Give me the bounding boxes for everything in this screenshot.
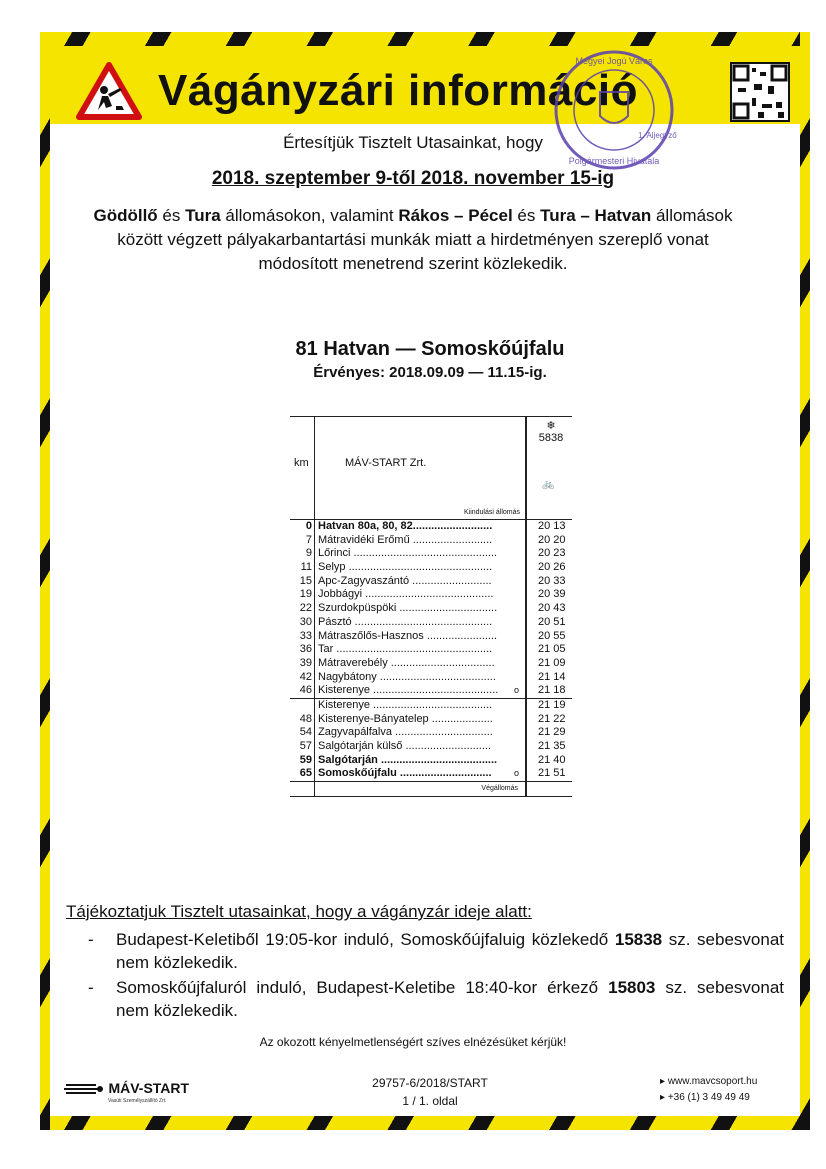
station-name: Jobbágyi .......................................... [318, 588, 494, 601]
roadwork-warning-icon [76, 62, 142, 120]
qr-code [730, 62, 790, 122]
time-value: 21 05 [538, 643, 566, 656]
notice-text: állomások között végzett pályakarbantartási munkák miatt a hirdetményen szereplő vonat módosított menetrend szerint közlekedik. [117, 206, 733, 273]
info-title: Tájékoztatjuk Tisztelt utasainkat, hogy a vágányzár ideje alatt: [66, 902, 532, 921]
timetable-header [290, 416, 572, 519]
km-value: 57 [299, 740, 312, 752]
station-name: Apc-Zagyvaszántó .......................... [318, 574, 492, 587]
arrow-icon: ▸ [660, 1092, 668, 1103]
station-name: Mátraverebély .................................. [318, 656, 495, 669]
station-name: Salgótarján ...................................... [318, 753, 498, 766]
station-name: Hatvan 80a, 80, 82.......................... [318, 520, 493, 532]
time-value: 21 09 [538, 656, 566, 669]
document-ref: 29757-6/2018/START [372, 1076, 488, 1090]
list-item [88, 928, 784, 974]
km-value: 42 [299, 670, 312, 683]
station-name: Selyp ............................................... [318, 561, 493, 574]
bullet-dash: - [88, 930, 94, 949]
timetable-row [290, 726, 572, 740]
timetable-row [290, 657, 572, 671]
timetable-validity: Érvényes: 2018.09.09 — 11.15-ig. [313, 364, 547, 381]
time-value: 20 33 [538, 574, 566, 587]
page-title: Vágányzári információ [158, 66, 638, 115]
mav-start-logo [64, 1080, 189, 1104]
timetable-row [290, 561, 572, 575]
station-name: Somoskőújfalu .............................. [318, 767, 492, 780]
intro-line: Értesítjük Tisztelt Utasainkat, hogy [283, 133, 543, 152]
end-station-row [290, 781, 572, 797]
timetable-row [290, 547, 572, 561]
time-value: 21 14 [538, 670, 566, 683]
km-value: 36 [299, 643, 312, 656]
time-value: 21 40 [538, 753, 566, 766]
end-station-label: Végállomás [481, 785, 518, 793]
timetable-row [290, 713, 572, 727]
time-value: 21 35 [538, 740, 566, 752]
station-name: Mátraszőlős-Hasznos ....................... [318, 629, 498, 642]
station-name: Nagybátony ...................................... [318, 670, 496, 683]
timetable-row [290, 754, 572, 768]
time-value: 20 13 [538, 520, 566, 532]
stop-marker-icon: o [514, 768, 520, 779]
timetable-row [290, 767, 572, 781]
phone-number: +36 (1) 3 49 49 49 [667, 1092, 750, 1103]
km-value: 7 [305, 533, 312, 546]
km-value: 0 [305, 520, 312, 532]
footer-reference [300, 1074, 560, 1110]
station-name: Rákos – Pécel [398, 206, 513, 225]
station-name: Lőrinci ............................................... [318, 547, 498, 560]
bullet-text: Budapest-Keletiből 19:05-kor induló, Somoskőújfaluig közlekedő [116, 930, 615, 949]
station-name: Szurdokpüspöki ................................ [318, 602, 498, 615]
station-name: Pásztó ............................................. [318, 615, 493, 628]
cancellation-list [88, 928, 784, 1024]
timetable-row [290, 534, 572, 548]
header-band [50, 46, 800, 124]
km-value: 46 [299, 684, 312, 697]
time-value: 21 22 [538, 712, 566, 725]
hazard-stripe-left [40, 32, 50, 1130]
stop-marker-icon: o [514, 685, 520, 696]
station-name: Salgótarján külső ............................ [318, 740, 492, 752]
station-name: Kisterenye-Bányatelep .................... [318, 712, 493, 725]
train-logo-icon [64, 1081, 104, 1097]
notice-text: és [157, 206, 186, 225]
time-value: 20 55 [538, 629, 566, 642]
time-value: 20 20 [538, 533, 566, 546]
time-value: 20 23 [538, 547, 566, 560]
timetable-row [290, 588, 572, 602]
timetable [290, 416, 572, 797]
svg-text:1. Aljegyző: 1. Aljegyző [638, 131, 677, 140]
arrow-icon: ▸ [660, 1076, 668, 1087]
timetable-row [290, 575, 572, 589]
closure-dates: 2018. szeptember 9-től 2018. november 15-ig [211, 168, 615, 189]
train-number: 5838 [538, 432, 564, 444]
timetable-row [290, 671, 572, 685]
station-name: Tura – Hatvan [540, 206, 652, 225]
bullet-dash: - [88, 978, 94, 997]
timetable-row [290, 740, 572, 754]
station-name: Kisterenye ......................................... [318, 684, 499, 697]
official-stamp [550, 46, 678, 174]
time-value: 21 29 [538, 726, 566, 739]
footer-contact [660, 1074, 757, 1106]
time-value: 21 51 [538, 767, 566, 780]
hazard-stripe-right [800, 32, 810, 1130]
timetable-row [290, 616, 572, 630]
bullet-text: Somoskőújfaluról induló, Budapest-Keletibe 18:40-kor érkező [116, 978, 609, 997]
km-value: 39 [299, 656, 312, 669]
svg-text:Polgármesteri Hivatala: Polgármesteri Hivatala [568, 156, 660, 166]
logo-subtitle: Vasúti Személyszállító Zrt. [108, 1098, 167, 1104]
bullet-text: sz. sebesvonat nem közlekedik. [116, 978, 784, 1020]
operator-header: MÁV-START Zrt. [345, 457, 427, 469]
bicycle-icon: 🚲 [542, 479, 555, 490]
apology-text: Az okozott kényelmetlenségért szíves elnézésüket kérjük! [259, 1035, 567, 1049]
km-value: 15 [299, 574, 312, 587]
station-name: Tar ................................................... [318, 643, 493, 656]
station-name: Tura [185, 206, 221, 225]
km-value: 48 [299, 712, 312, 725]
notice-text: állomásokon, valamint [220, 206, 399, 225]
time-value: 20 39 [538, 588, 566, 601]
logo-text: MÁV-START [108, 1080, 190, 1096]
station-name: Kisterenye ....................................... [318, 698, 493, 711]
km-value: 9 [305, 547, 312, 560]
station-name: Gödöllő [93, 206, 158, 225]
svg-text:Megyei Jogú Város: Megyei Jogú Város [575, 56, 653, 66]
station-name: Mátravidéki Erőmű .......................... [318, 533, 493, 546]
station-name: Zagyvapálfalva ................................ [318, 726, 493, 739]
train-number: 15803 [608, 978, 656, 997]
timetable-row [290, 520, 572, 534]
train-number: 15838 [614, 930, 663, 949]
km-value: 59 [299, 753, 312, 766]
timetable-row [290, 699, 572, 713]
timetable-row [290, 643, 572, 657]
time-value: 20 26 [538, 561, 566, 574]
hazard-stripe-bottom [40, 1116, 810, 1130]
time-value: 20 43 [538, 602, 566, 615]
timetable-rows [290, 519, 572, 781]
train-header [536, 419, 566, 444]
km-value: 54 [299, 726, 312, 739]
timetable-line-title: 81 Hatvan — Somoskőújfalu [295, 338, 565, 360]
snowflake-icon: ❄ [546, 420, 556, 432]
list-item [88, 976, 784, 1022]
notice-text: és [512, 206, 541, 225]
km-value: 30 [299, 615, 312, 628]
km-value: 19 [299, 588, 312, 601]
website-link[interactable]: www.mavcsoport.hu [667, 1076, 758, 1087]
time-value: 21 18 [538, 684, 566, 697]
closure-notice [80, 204, 746, 276]
km-value: 65 [299, 767, 312, 780]
timetable-row [290, 602, 572, 616]
km-value: 33 [299, 629, 312, 642]
start-station-label: Kiindulási állomás [463, 509, 520, 516]
time-value: 20 51 [538, 615, 566, 628]
hazard-stripe-top [40, 32, 810, 46]
timetable-row [290, 630, 572, 644]
timetable-row [290, 684, 572, 699]
bullet-text: sz. sebesvonat nem közlekedik. [116, 930, 784, 972]
time-value: 21 19 [538, 698, 566, 711]
page-number: 1 / 1. oldal [402, 1094, 458, 1108]
km-value: 11 [300, 561, 312, 574]
km-value: 22 [299, 602, 312, 615]
km-header: km [294, 457, 309, 469]
